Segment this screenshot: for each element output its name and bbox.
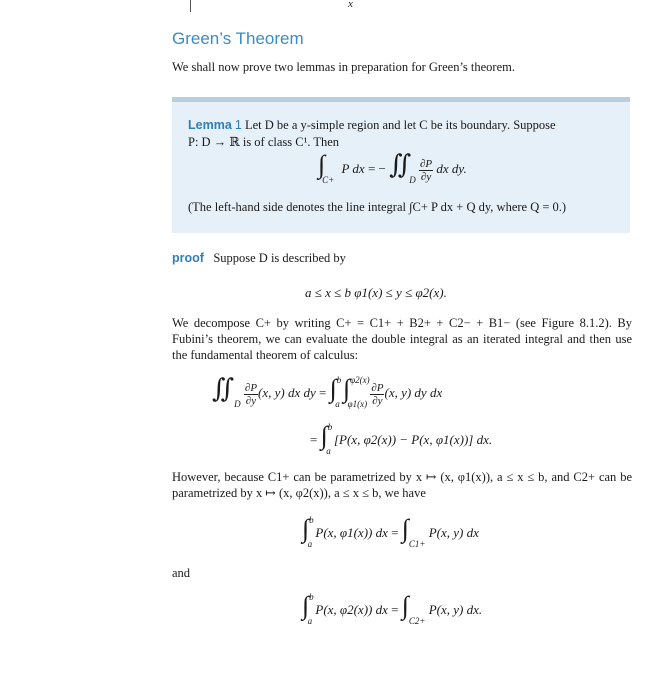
region-inequality: a ≤ x ≤ b φ1(x) ≤ y ≤ φ2(x). bbox=[305, 285, 447, 300]
lemma-equation: $\int_{C+}$ P dx = − $∬_D$ $\frac{\partial P}{\partial y}$ dx dy. bbox=[318, 150, 467, 185]
fundamental-theorem-result: = ∫$^b_a$ [P(x, φ2(x)) − P(x, φ1(x))] dx. bbox=[310, 421, 493, 456]
lemma-number: 1 bbox=[234, 118, 242, 132]
lemma-note: (The left-hand side denotes the line integral ∫C+ P dx + Q dy, where Q = 0.) bbox=[188, 200, 567, 214]
iterated-integral-equation: $∬_D$ $\frac{\partial P}{\partial y}$ (x, y) dx dy = ∫$^b_a$ ∫$^{\varphi 2(x)}_{\varphi 1(x)}$ $\frac{\partial P}{\partial y}$ (x, y) dy dx bbox=[212, 374, 443, 409]
proof-intro bbox=[172, 251, 346, 266]
c2-integral-equation: ∫$^b_a$ P(x, φ2(x)) dx = $\int_{C2+}$ P(x, y) dx. bbox=[302, 591, 483, 626]
parametrization-paragraph: However, because C1+ can be parametrized by x ↦ (x, φ1(x)), a ≤ x ≤ b, and C2+ can be parametrized by x ↦ (x, φ2(x)), a ≤ x ≤ b, we have bbox=[172, 470, 632, 500]
lemma-label: Lemma bbox=[188, 118, 232, 132]
lemma-statement-line-2: P: D → ℝ is of class C¹. Then bbox=[188, 135, 340, 149]
c1-integral-equation: ∫$^b_a$ P(x, φ1(x)) dx = $\int_{C1+}$ P(x, y) dx bbox=[302, 514, 479, 549]
proof-label: proof bbox=[172, 251, 204, 265]
lemma-statement-line-1: Let D be a y-simple region and let C be its boundary. Suppose bbox=[244, 118, 556, 132]
lemma-statement bbox=[188, 117, 618, 151]
top-rule-mark bbox=[190, 0, 191, 12]
decomposition-paragraph: We decompose C+ by writing C+ = C1+ + B2+ + C2− + B1− (see Figure 8.1.2). By Fubini’s theorem, we can evaluate the double integral as an iterated integral and then use the fundamental theorem of calculus: bbox=[172, 316, 632, 362]
intro-text: We shall now prove two lemmas in preparation for Green’s theorem. bbox=[172, 60, 515, 74]
proof-line-1: Suppose D is described by bbox=[213, 251, 346, 265]
axis-x-mark: x bbox=[348, 0, 353, 10]
and-text: and bbox=[172, 566, 191, 580]
section-title: Green’s Theorem bbox=[172, 29, 304, 48]
